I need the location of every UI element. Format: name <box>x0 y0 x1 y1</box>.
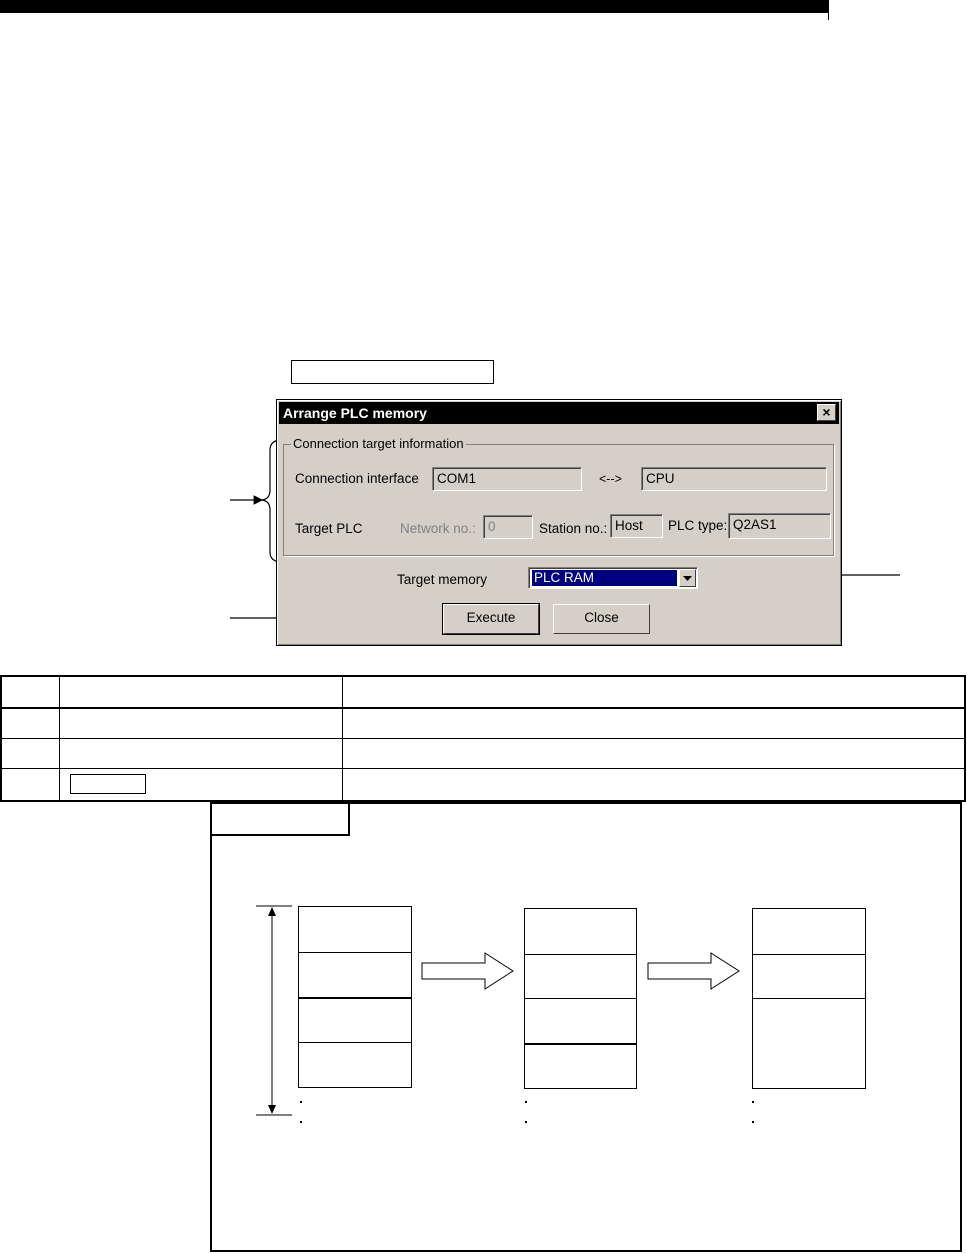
table-column-rule <box>342 677 343 800</box>
target-plc-label: Target PLC <box>295 521 363 536</box>
connection-target-field: CPU <box>641 467 827 491</box>
station-no-field: Host <box>610 514 663 538</box>
station-no-label: Station no.: <box>539 521 608 536</box>
memory-block <box>298 997 412 1043</box>
connection-interface-field: COM1 <box>432 467 582 491</box>
execute-button[interactable]: Execute <box>443 604 539 634</box>
continuation-dot <box>752 1121 754 1123</box>
memory-block <box>524 1043 637 1089</box>
transition-arrow <box>421 951 516 993</box>
memory-block <box>298 1042 412 1088</box>
memory-free-area <box>752 998 866 1089</box>
continuation-dot <box>525 1121 527 1123</box>
transition-arrow <box>647 951 742 993</box>
connection-interface-label: Connection interface <box>295 471 419 486</box>
close-button[interactable]: Close <box>553 604 650 634</box>
table-row-rule <box>2 738 964 739</box>
group-title: Connection target information <box>293 436 464 451</box>
continuation-dot <box>525 1101 527 1103</box>
diagram-title-tab <box>212 804 350 836</box>
network-no-field: 0 <box>483 515 533 539</box>
dialog-title: Arrange PLC memory <box>279 402 839 424</box>
network-no-label: Network no.: <box>400 521 476 536</box>
target-memory-value: PLC RAM <box>532 570 677 586</box>
item-table <box>0 675 966 802</box>
connection-arrow-text: <--> <box>599 472 622 486</box>
memory-block <box>298 906 412 953</box>
memory-block <box>524 954 637 999</box>
table-column-rule <box>59 677 60 800</box>
arrange-plc-memory-dialog <box>276 399 842 646</box>
plc-type-field: Q2AS1 <box>728 513 831 539</box>
button-reference-box <box>70 774 146 794</box>
close-icon[interactable]: × <box>817 404 836 421</box>
continuation-dot <box>300 1121 302 1123</box>
target-memory-label: Target memory <box>397 572 488 587</box>
memory-block <box>752 908 866 955</box>
memory-diagram-box <box>210 802 962 1252</box>
continuation-dot <box>300 1101 302 1103</box>
memory-block <box>298 952 412 998</box>
continuation-dot <box>752 1101 754 1103</box>
connection-target-group <box>283 444 834 556</box>
memory-block <box>524 908 637 955</box>
table-row-rule <box>2 768 964 769</box>
memory-block <box>752 954 866 999</box>
plc-type-label: PLC type: <box>668 518 728 533</box>
memory-size-dimension <box>252 904 292 1119</box>
table-header-rule <box>2 707 964 709</box>
chevron-down-icon[interactable] <box>679 569 696 587</box>
target-memory-select[interactable] <box>528 567 698 589</box>
memory-block <box>524 998 637 1044</box>
